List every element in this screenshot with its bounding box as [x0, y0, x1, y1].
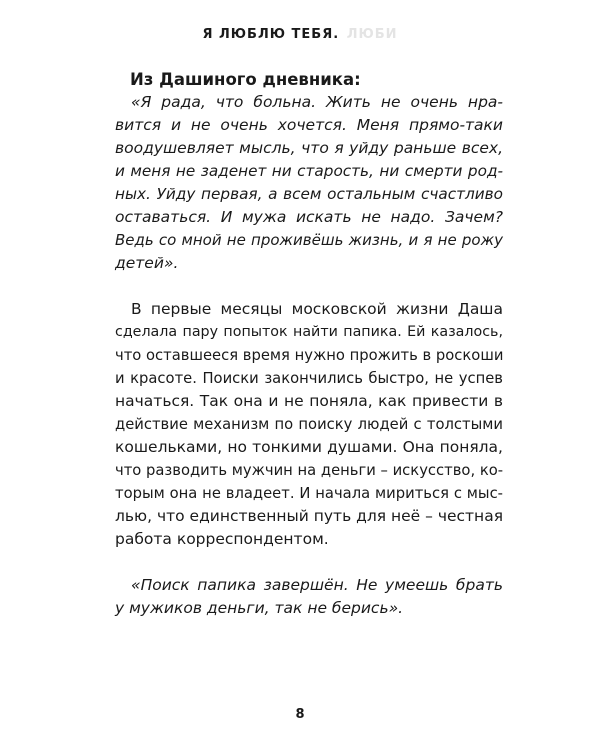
body-line: В первые месяцы московской жизни Даша — [131, 300, 503, 318]
body-line: кошельками, но тонкими душами. Она поняла, — [115, 438, 503, 456]
body-line: действие механизм по поиску людей с толстыми — [115, 416, 503, 433]
running-header — [0, 27, 600, 42]
diary-line: воодушевляет мысль, что я уйду раньше всех, — [115, 139, 503, 157]
diary-entry — [115, 91, 503, 275]
body-paragraph — [115, 298, 503, 551]
diary-line: ных. Уйду первая, а всем остальным счастливо — [115, 185, 503, 203]
body-line: сделала пару попыток найти папика. Ей казалось, — [115, 324, 503, 340]
running-title: Я ЛЮБЛЮ ТЕБЯ. — [202, 27, 340, 42]
body-line: что оставшееся время нужно прожить в роскоши — [115, 347, 504, 364]
diary-line: Ведь со мной не проживёшь жизнь, и я не рожу — [115, 231, 503, 249]
diary-line: «Я рада, что больна. Жить не очень нра- — [131, 93, 503, 111]
body-line: что разводить мужчин на деньги – искусство, ко- — [115, 462, 504, 479]
paragraph-gap — [115, 275, 503, 298]
body-line: и красоте. Поиски закончились быстро, не успев — [115, 370, 503, 387]
page-content — [115, 68, 503, 620]
body-line: начаться. Так она и не поняла, как привести в — [115, 392, 503, 410]
quote-line: у мужиков деньги, так не берись». — [115, 599, 404, 617]
diary-line: оставаться. И мужа искать не надо. Зачем? — [115, 208, 503, 226]
closing-quote — [115, 574, 503, 620]
diary-heading: Из Дашиного дневника: — [130, 70, 361, 89]
diary-line: детей». — [115, 254, 179, 272]
quote-line: «Поиск папика завершён. Не умеешь брать — [131, 576, 503, 594]
diary-line: и меня не заденет ни старость, ни смерти род- — [115, 162, 503, 180]
body-line: работа корреспондентом. — [115, 530, 329, 548]
page-number: 8 — [295, 707, 305, 722]
body-line: лью, что единственный путь для неё – честная — [115, 507, 504, 525]
paragraph-gap — [115, 551, 503, 574]
body-line: торым она не владеет. И начала мириться с мыс- — [115, 485, 503, 502]
diary-line: вится и не очень хочется. Меня прямо-таки — [115, 116, 503, 134]
show-through-text: ЛЮБИ — [346, 27, 398, 42]
